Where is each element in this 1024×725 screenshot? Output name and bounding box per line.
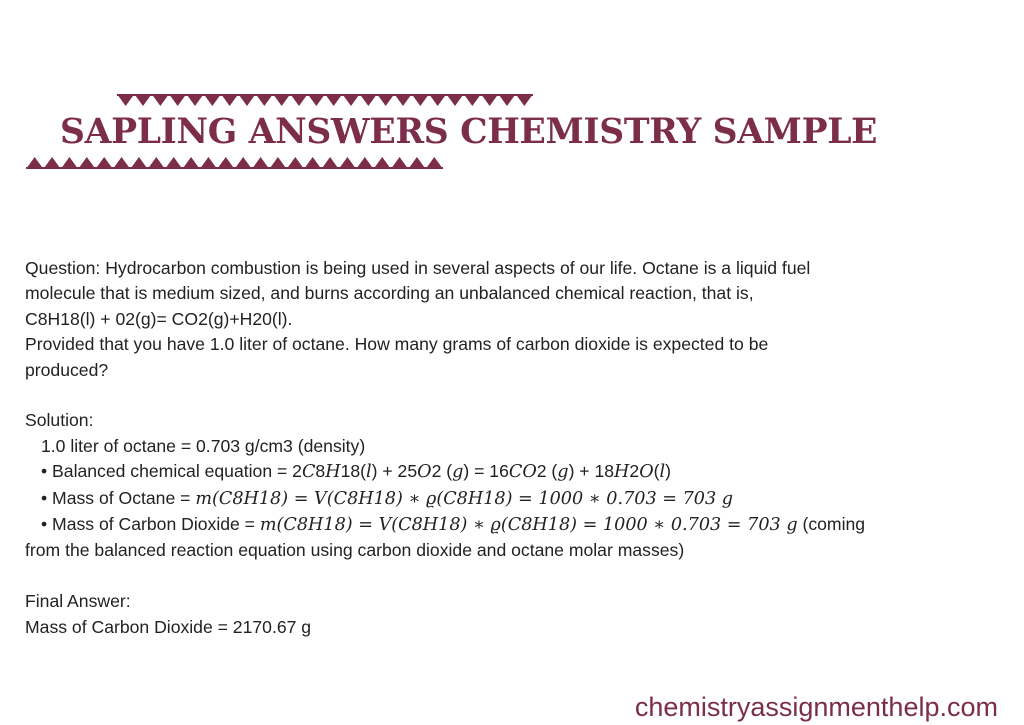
zigzag-tooth — [412, 94, 429, 106]
solution-mass-co2-continued: from the balanced reaction equation using carbon dioxide and octane molar masses) — [25, 540, 685, 561]
page-title: SAPLING ANSWERS CHEMISTRY SAMPLE — [60, 112, 878, 152]
zigzag-tooth — [221, 94, 238, 106]
final-heading: Final Answer: — [25, 591, 131, 612]
zigzag-tooth — [61, 157, 78, 169]
zigzag-tooth — [391, 157, 408, 169]
question-line: produced? — [25, 359, 109, 380]
mass-octane-label: • Mass of Octane = — [41, 487, 196, 508]
zigzag-tooth — [269, 157, 286, 169]
zigzag-tooth — [43, 157, 60, 169]
zigzag-tooth — [165, 157, 182, 169]
math-text: ) + 18 — [568, 461, 615, 482]
footer-site-url: chemistryassignmenthelp.com — [634, 692, 998, 722]
zigzag-tooth — [290, 94, 307, 106]
math-var: l — [366, 462, 372, 483]
question-line: Provided that you have 1.0 liter of octane. How many grams of carbon dioxide is expected to be — [25, 334, 769, 355]
solution-density: 1.0 liter of octane = 0.703 g/cm3 (density) — [41, 435, 366, 456]
math-var: g — [452, 462, 464, 483]
zigzag-tooth — [394, 94, 411, 106]
zigzag-tooth — [516, 94, 533, 106]
zigzag-tooth — [342, 94, 359, 106]
solution-mass-co2 — [25, 512, 985, 538]
zigzag-tooth — [287, 157, 304, 169]
zigzag-border-top — [117, 94, 533, 106]
math-text: 8 — [315, 461, 326, 482]
zigzag-border-bottom — [26, 157, 443, 169]
final-answer: Mass of Carbon Dioxide = 2170.67 g — [25, 616, 312, 637]
zigzag-tooth — [117, 94, 134, 106]
math-var: CO — [508, 462, 537, 483]
zigzag-tooth — [377, 94, 394, 106]
math-var: O — [417, 462, 432, 483]
math-var: g — [557, 462, 569, 483]
zigzag-tooth — [148, 157, 165, 169]
math-text: 2 ( — [431, 461, 453, 482]
zigzag-tooth — [78, 157, 95, 169]
zigzag-tooth — [498, 94, 515, 106]
zigzag-tooth — [204, 94, 221, 106]
zigzag-tooth — [113, 157, 130, 169]
mass-co2-tail: (coming — [797, 514, 866, 535]
math-var: C — [301, 462, 316, 483]
zigzag-tooth — [360, 94, 377, 106]
zigzag-tooth — [308, 94, 325, 106]
math-var: H — [325, 462, 341, 483]
spacer — [25, 564, 985, 589]
math-var: l — [659, 462, 666, 483]
mass-co2-formula: m(C8H18) = V(C8H18) ∗ ϱ(C8H18) = 1000 ∗ 0.703 = 703 g — [259, 515, 798, 536]
zigzag-tooth — [339, 157, 356, 169]
zigzag-tooth — [304, 157, 321, 169]
zigzag-tooth — [446, 94, 463, 106]
balanced-equation-label: • Balanced chemical equation = 2 — [41, 461, 302, 482]
zigzag-tooth — [217, 157, 234, 169]
math-text: ) = 16 — [463, 461, 509, 482]
zigzag-tooth — [426, 157, 443, 169]
math-var: H — [614, 462, 630, 483]
mass-co2-label: • Mass of Carbon Dioxide = — [41, 514, 260, 535]
zigzag-tooth — [374, 157, 391, 169]
math-text: 2 — [629, 461, 640, 482]
spacer — [25, 383, 985, 408]
question-line: Question: Hydrocarbon combustion is being used in several aspects of our life. Octane is a liquid fuel — [25, 258, 811, 278]
sample-content — [25, 256, 985, 640]
solution-heading: Solution: — [25, 410, 94, 431]
zigzag-tooth — [235, 157, 252, 169]
zigzag-tooth — [356, 157, 373, 169]
solution-mass-octane — [25, 486, 985, 512]
zigzag-tooth — [96, 157, 113, 169]
math-text: 2 ( — [536, 461, 558, 482]
zigzag-tooth — [321, 157, 338, 169]
math-text: ( — [653, 461, 660, 482]
zigzag-tooth — [481, 94, 498, 106]
zigzag-tooth — [134, 94, 151, 106]
zigzag-tooth — [273, 94, 290, 106]
zigzag-tooth — [256, 94, 273, 106]
zigzag-tooth — [152, 94, 169, 106]
zigzag-tooth — [252, 157, 269, 169]
zigzag-tooth — [429, 94, 446, 106]
zigzag-tooth — [200, 157, 217, 169]
zigzag-tooth — [238, 94, 255, 106]
math-text: 18( — [340, 461, 366, 482]
zigzag-tooth — [169, 94, 186, 106]
zigzag-tooth — [464, 94, 481, 106]
math-text: ) — [665, 461, 671, 482]
math-var: O — [639, 462, 654, 483]
math-text: ) + 25 — [371, 461, 418, 482]
zigzag-tooth — [182, 157, 199, 169]
zigzag-tooth — [186, 94, 203, 106]
zigzag-tooth — [408, 157, 425, 169]
solution-balanced-equation — [25, 459, 985, 485]
zigzag-tooth — [130, 157, 147, 169]
zigzag-tooth — [26, 157, 43, 169]
question-reaction: C8H18(l) + 02(g)= CO2(g)+H20(l). — [25, 308, 293, 329]
zigzag-tooth — [325, 94, 342, 106]
mass-octane-formula: m(C8H18) = V(C8H18) ∗ ϱ(C8H18) = 1000 ∗ 0.703 = 703 g — [195, 488, 734, 509]
question-line: molecule that is medium sized, and burns according an unbalanced chemical reaction, that is, — [25, 283, 754, 304]
